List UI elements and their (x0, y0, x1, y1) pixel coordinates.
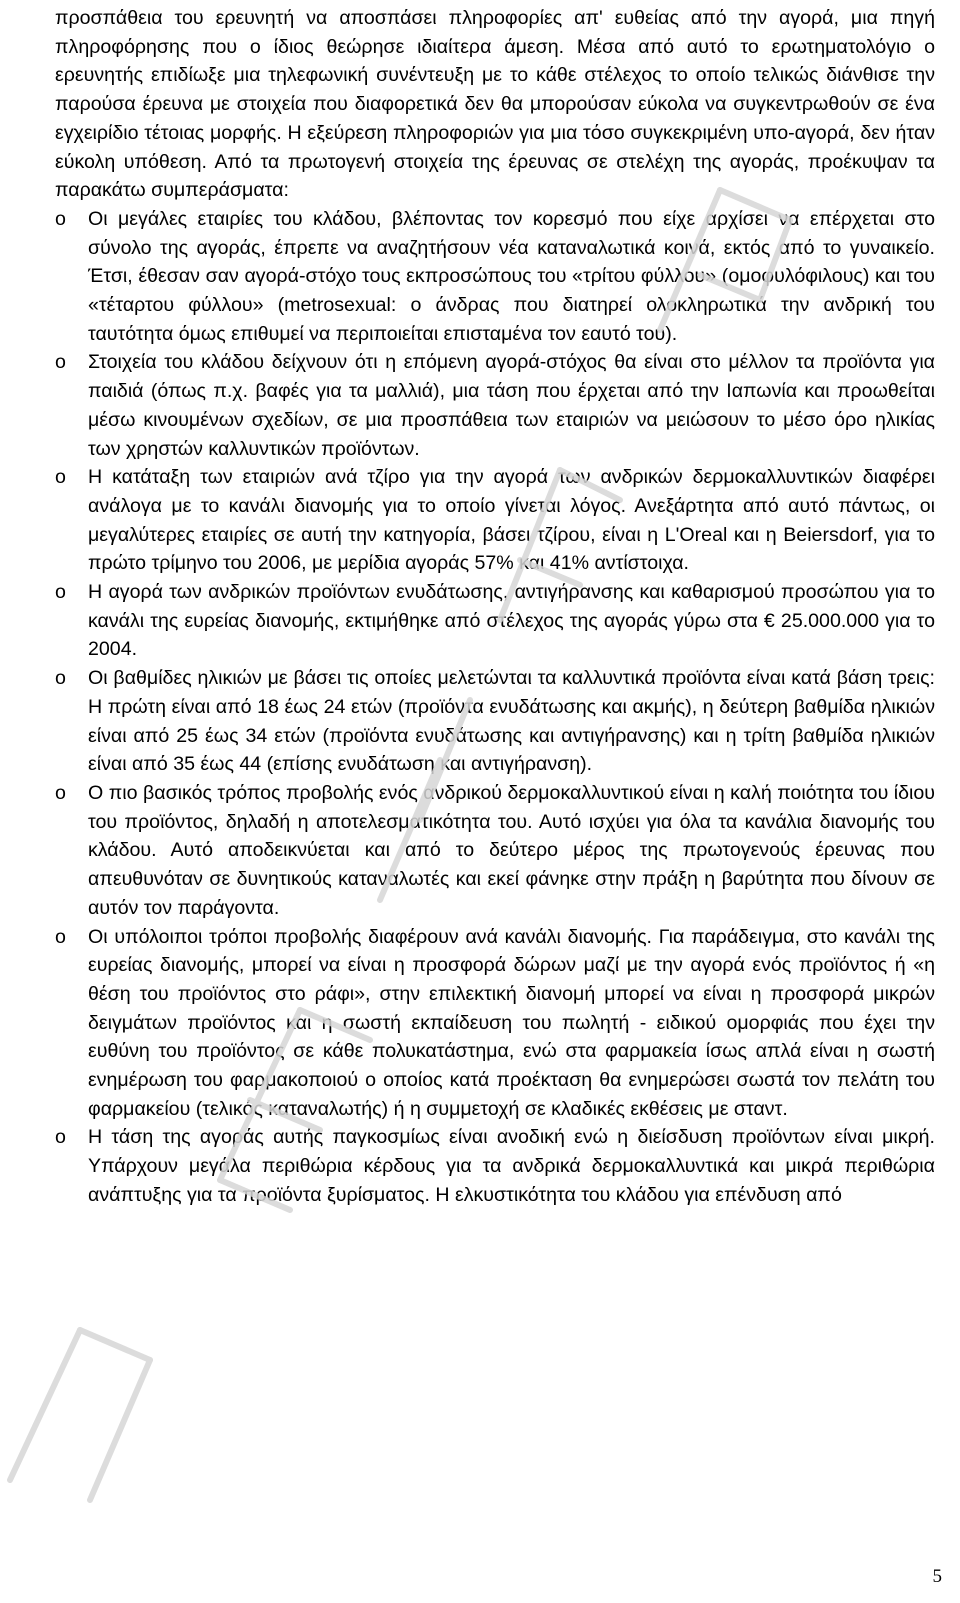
conclusions-list (55, 205, 935, 1210)
list-item-text: Η τάση της αγοράς αυτής παγκοσμίως είναι ανοδική ενώ η διείσδυση προϊόντων είναι μικρή. Υπάρχουν μεγάλα περιθώρια κέρδους για τα ανδρικά δερμοκαλλυντικά και μικρά περιθώρια ανάπτυξης για τα προϊόντα ξυρίσματος. Η ελκυστικότητα του κλάδου για επένδυση από (88, 1126, 935, 1206)
bullet-marker: o (55, 466, 66, 489)
list-item (55, 463, 935, 578)
bullet-marker: o (55, 1126, 66, 1149)
list-item-text: Οι μεγάλες εταιρίες του κλάδου, βλέποντας τον κορεσμό που είχε αρχίσει να επέρχεται στο σύνολο της αγοράς, έπρεπε να αναζητήσουν νέα καταναλωτικά κοινά, εκτός από το γυναικείο. Έτσι, έθεσαν σαν αγορά-στόχο τους εκπροσώπους του «τρίτου φύλλου» (ομοφυλόφιλους) και του «τέταρτου φύλλου» (metrosexual: ο άνδρας που διατηρεί ολοκληρωτικά την ανδρική του ταυτότητα όμως επιθυμεί να περιποιείται επισταμένα τον εαυτό του). (88, 207, 935, 345)
document-page (55, 0, 935, 1210)
bullet-marker: o (55, 925, 66, 948)
list-item-text: Η αγορά των ανδρικών προϊόντων ενυδάτωσης, αντιγήρανσης και καθαρισμού προσώπου για το κανάλι της ευρείας διανομής, εκτιμήθηκε από στέλεχος της αγοράς γύρω στα € 25.000.000 για το 2004. (88, 581, 935, 661)
intro-paragraph: προσπάθεια του ερευνητή να αποσπάσει πληροφορίες απ' ευθείας από την αγορά, μια πηγή πληροφόρησης που ο ίδιος θεώρησε ιδιαίτερα άμεση. Μέσα από αυτό το ερωτηματολόγιο ο ερευνητής επιδίωξε μια τηλεφωνική συνέντευξη με το κάθε στέλεχος το οποίο τελικώς διάνθισε την παρούσα έρευνα με στοιχεία που διαφορετικά δεν θα μπορούσαν εύκολα να συγκεντρωθούν σε ένα εγχειρίδιο τέτοιας μορφής. Η εξεύρεση πληροφοριών για μια τόσο συγκεκριμένη υπο-αγορά, δεν ήταν εύκολη υπόθεση. Από τα πρωτογενή στοιχεία της έρευνας σε στελέχη της αγοράς, προέκυψαν τα παρακάτω συμπεράσματα: (55, 7, 935, 202)
bullet-marker: o (55, 581, 66, 604)
page-number: 5 (932, 1566, 942, 1587)
bullet-marker: o (55, 351, 66, 374)
bullet-marker: o (55, 781, 66, 804)
list-item-text: Ο πιο βασικός τρόπος προβολής ενός ανδρικού δερμοκαλλυντικού είναι η καλή ποιότητα του ίδιου του προϊόντος, δηλαδή η αποτελεσματικότητα του. Αυτό ισχύει για όλα τα κανάλια διανομής του κλάδου. Αυτό αποδεικνύεται και από το δεύτερο μέρος της πρωτογενούς έρευνας που απευθυνόταν σε δυνητικούς καταναλωτές και εκεί φάνηκε στην πράξη η βαρύτητα που δίνουν σε αυτόν τον παράγοντα. (88, 781, 935, 919)
list-item (55, 779, 935, 923)
list-item-text: Οι βαθμίδες ηλικιών με βάσει τις οποίες μελετώνται τα καλλυντικά προϊόντα είναι κατά βάση τρεις: Η πρώτη είναι από 18 έως 24 ετών (προϊόντα ενυδάτωσης και ακμής), η δεύτερη βαθμίδα ηλικιών είναι από 25 έως 34 ετών (προϊόντα ενυδάτωσης και αντιγήρανσης) και η τρίτη βαθμίδα ηλικιών είναι από 35 έως 44 (επίσης ενυδάτωση και αντιγήρανση). (88, 667, 935, 776)
list-item (55, 664, 935, 779)
bullet-marker: o (55, 667, 66, 690)
list-item (55, 205, 935, 349)
list-item (55, 1123, 935, 1209)
list-item (55, 578, 935, 664)
bullet-marker: o (55, 207, 66, 230)
list-item-text: Στοιχεία του κλάδου δείχνουν ότι η επόμενη αγορά-στόχος θα είναι στο μέλλον τα προϊόντα για παιδιά (όπως π.χ. βαφές για τα μαλλιά), μια τάση που έρχεται από την Ιαπωνία και προωθείται μέσω κινουμένων σχεδίων, σε μια προσπάθεια των εταιριών να μειώσουν το μέσο όρο ηλικίας των χρηστών καλλυντικών προϊόντων. (88, 351, 935, 460)
list-item (55, 348, 935, 463)
list-item-text: Οι υπόλοιποι τρόποι προβολής διαφέρουν ανά κανάλι διανομής. Για παράδειγμα, στο κανάλι της ευρείας διανομής, μπορεί να είναι η προσφορά δώρων μαζί με την αγορά ενός προϊόντος ή «η θέση του προϊόντος στο ράφι», στην επιλεκτική διανομή μπορεί να είναι η προσφορά μικρών δειγμάτων προϊόντος και η σωστή εκπαίδευση του πωλητή - ειδικού ομορφιάς που έχει την ευθύνη του προϊόντος σε κάθε πολυκατάστημα, ενώ στα φαρμακεία ίσως απλά είναι η σωστή ενημέρωση του φαρμακοποιού ο οποίος κατά προέκταση θα ενημερώσει σωστά τον πελάτη του φαρμακείου (τελικός καταναλωτής) ή η συμμετοχή σε κλαδικές εκθέσεις με σταντ. (88, 925, 935, 1120)
list-item (55, 923, 935, 1124)
list-item-text: Η κατάταξη των εταιριών ανά τζίρο για την αγορά των ανδρικών δερμοκαλλυντικών διαφέρει ανάλογα με το κανάλι διανομής για το οποίο γίνεται λόγος. Ανεξάρτητα από αυτό πάντως, οι μεγαλύτερες εταιρίες σε αυτή την κατηγορία, βάσει τζίρου, είναι η L'Oreal και η Beiersdorf, για το πρώτο τρίμηνο του 2006, με μερίδια αγοράς 57% και 41% αντίστοιχα. (88, 466, 935, 575)
